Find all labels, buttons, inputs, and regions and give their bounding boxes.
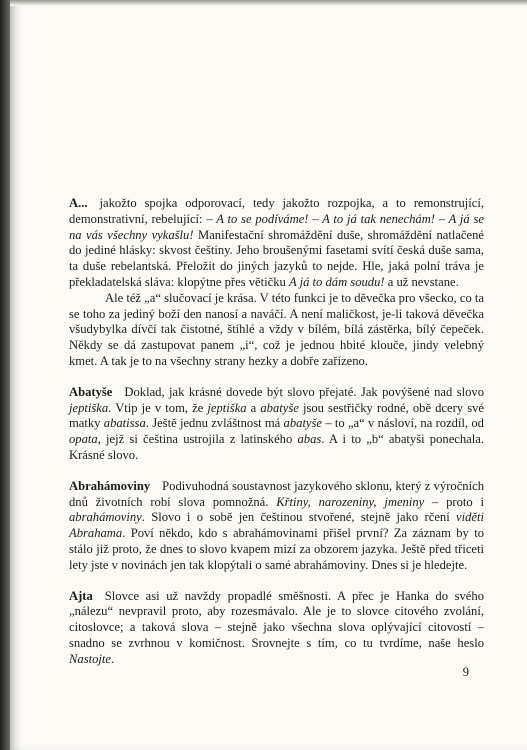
entry-abrahamoviny-text: Abrahámoviny Podivuhodná soustavnost jazykového sklonu, který z výročních dnů životních robí slova pomnožná. Křtiny, narozeniny, jmeniny – proto i abrahámoviny. Slovo i o sobě jen češtinou stvořené, stejně jako rčení viděti Abrahama. Poví někdo, kdo s abrahámovinami přišel první? Za záznam by to stálo již proto, že dnes to slovo kvapem mizí za obzorem jazyka. Ještě před třiceti lety jste v novinách jen tak klopýtali o samé abrahámoviny. Dnes si je hledejte. bbox=[69, 478, 484, 572]
entry-abrahamoviny bbox=[69, 479, 484, 574]
entry-ajta bbox=[69, 589, 484, 668]
entry-headword: Ajta bbox=[69, 588, 93, 603]
entry-a bbox=[69, 196, 484, 370]
page-number: 9 bbox=[462, 665, 469, 679]
entry-abatyse-text: Abatyše Doklad, jak krásné dovede být slovo přejaté. Jak povýšené nad slovo jeptiška. Vtip je v tom, že jeptiška a abatyše jsou sestřičky rodné, obě dcery své matky abatissa. Ještě jednu zvláštnost má abatyše – to „a“ v násloví, na rozdíl, od opata, jejž si čeština ustrojila z latinského abas. A i to „b“ abatyši ponechala. Krásné slovo. bbox=[69, 384, 484, 462]
dictionary-entries bbox=[69, 196, 484, 683]
entry-headword: Abatyše bbox=[69, 384, 113, 399]
entry-abatyse bbox=[69, 385, 484, 464]
entry-a-paragraph-2: Ale též „a“ slučovací je krása. V této funkci je to děvečka pro všecko, co ta se toho za jediný boží den nanosí a naváčí. A není maličkost, je-li taková děvečka všudybylka dívčí tak čistotné, štíhlé a vždy v bílém, bílá zástěrka, bílý čepeček. Někdy se dá zastupovat panem „i“, což je jednou hbité klouče, jindy velebný kmet. A tak je to na všechny strany hezky a dobře zařízeno. bbox=[69, 290, 484, 368]
entry-headword: A... bbox=[69, 196, 88, 210]
entry-ajta-text: Ajta Slovce asi už navždy propadlé směšnosti. A přec je Hanka do svého „nálezu“ nevpravil proto, aby rozesmávalo. Ale je to slovce citového zvolání, citoslovce; a taková slova – stejně jako všechna slova oplývající citovostí – snadno se zvrhnou v komičnost. Srovnejte s tím, co tu tvrdíme, naše heslo Nastojte. bbox=[69, 588, 484, 666]
book-binding-shadow bbox=[0, 0, 10, 750]
entry-headword: Abrahámoviny bbox=[69, 478, 151, 493]
page-top-edge bbox=[10, 0, 527, 6]
entry-a-paragraph-1: A... jakožto spojka odporovací, tedy jakožto rozpojka, a to remonstrující, demonstrativní, rebelující: – A to se podíváme! – A to já tak nenechám! – A já se na vás všechny vykašlu! Manifestační shromáždění duše, shromáždění natlačené do jediné hlásky: skvost češtiny. Jeho broušenými fasetami svítí česká duše sama, ta duše rebelantská. Přeložit do jiných jazyků to nejde. Hle, jaká polní tráva je překladatelská sláva: klopýtne přes větičku A já to dám soudu! a už nevstane. bbox=[69, 196, 485, 289]
